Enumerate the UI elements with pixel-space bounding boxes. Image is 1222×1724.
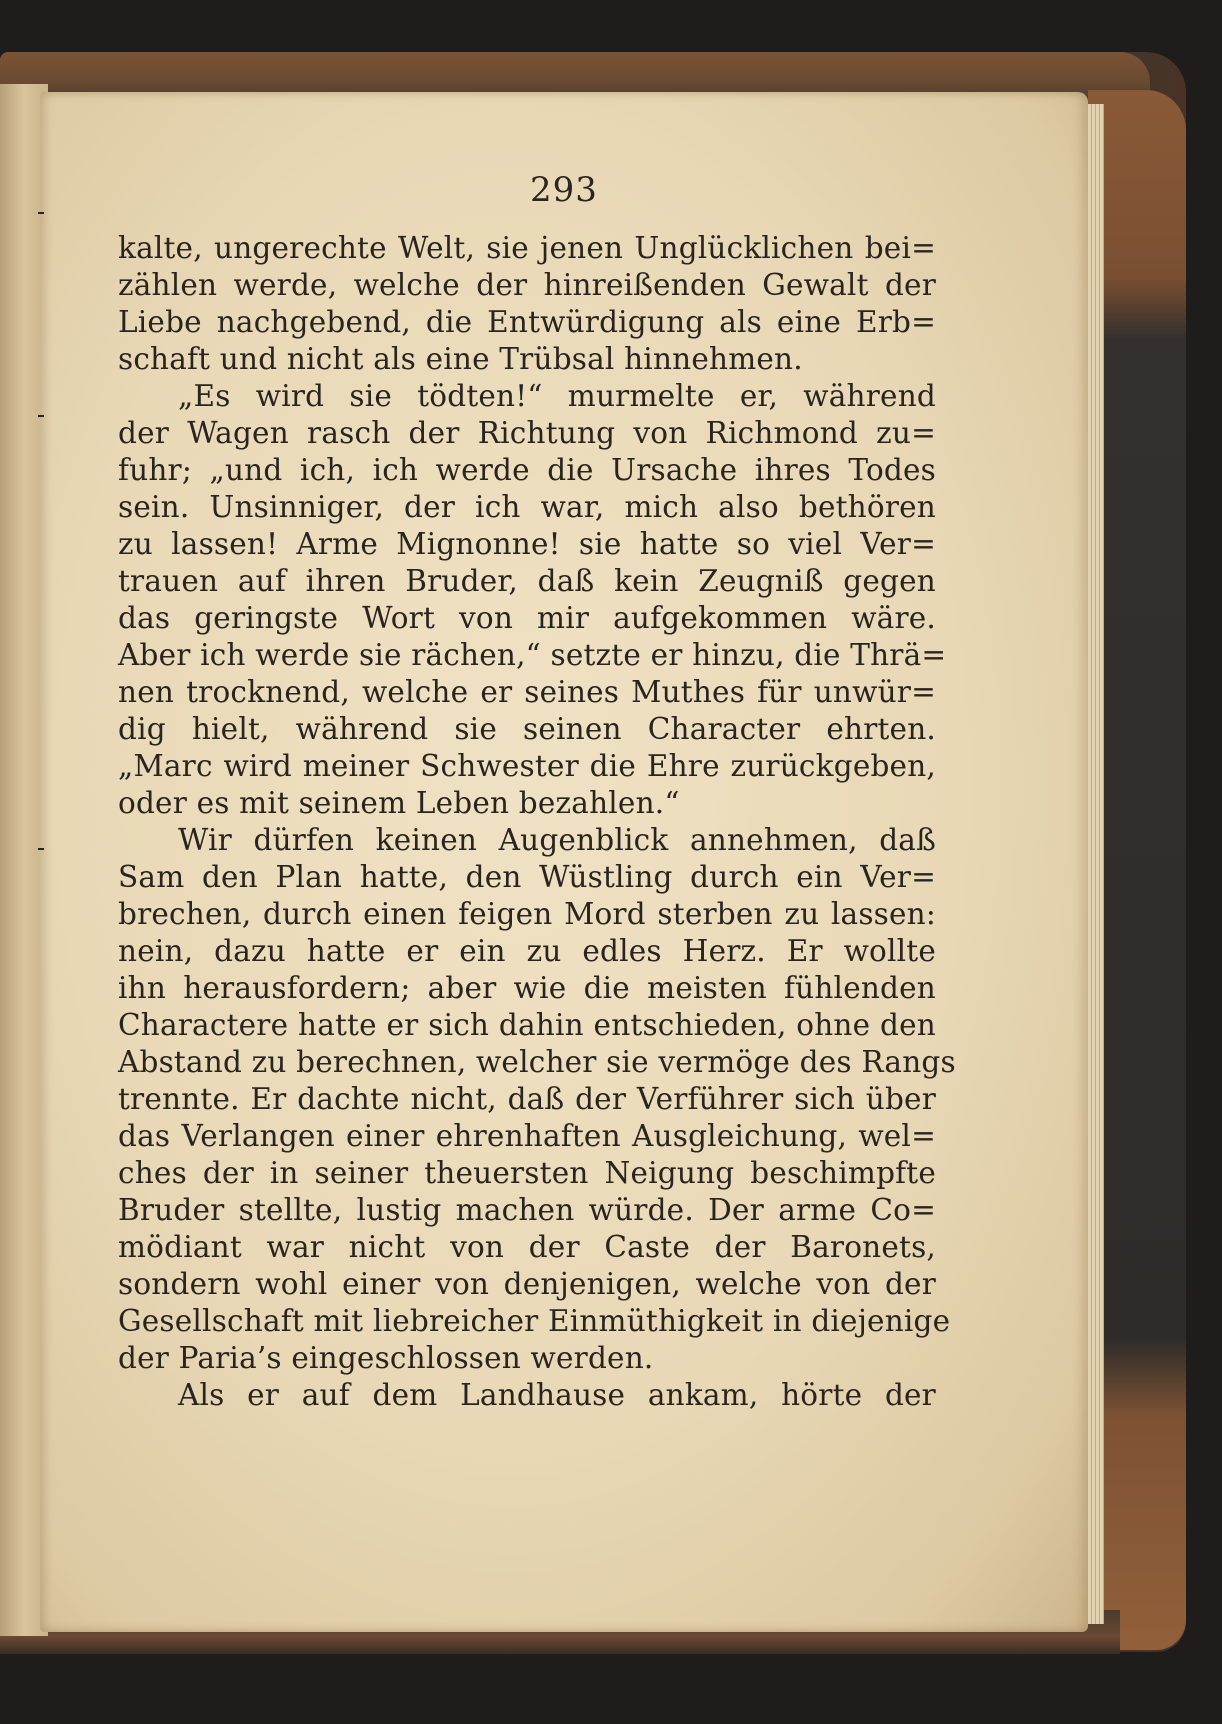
text-line: oder es mit seinem Leben bezahlen.“ bbox=[118, 786, 680, 820]
book-page bbox=[40, 92, 1088, 1632]
text-line: Liebe nachgebend, die Entwürdigung als eine Erb= bbox=[118, 305, 936, 339]
text-line: sein. Unsinniger, der ich war, mich also bethören bbox=[118, 490, 936, 524]
text-line: zählen werde, welche der hinreißenden Gewalt der bbox=[118, 268, 936, 302]
text-line: zu lassen! Arme Mignonne! sie hatte so viel Ver= bbox=[118, 527, 936, 561]
text-line: ches der in seiner theuersten Neigung beschimpfte bbox=[118, 1156, 936, 1190]
text-line: der Paria’s eingeschlossen werden. bbox=[118, 1341, 654, 1375]
text-line: kalte, ungerechte Welt, sie jenen Unglücklichen bei= bbox=[118, 231, 936, 265]
text-line: Bruder stellte, lustig machen würde. Der arme Co= bbox=[118, 1193, 936, 1227]
margin-tick bbox=[38, 848, 44, 850]
text-line: Sam den Plan hatte, den Wüstling durch ein Ver= bbox=[118, 860, 936, 894]
text-line: trennte. Er dachte nicht, daß der Verführer sich über bbox=[118, 1082, 936, 1116]
text-line: mödiant war nicht von der Caste der Baronets, bbox=[118, 1230, 936, 1264]
page-text bbox=[118, 230, 956, 1414]
text-line: trauen auf ihren Bruder, daß kein Zeugniß gegen bbox=[118, 564, 936, 598]
text-line: brechen, durch einen feigen Mord sterben zu lassen: bbox=[118, 897, 936, 931]
text-line: Gesellschaft mit liebreicher Einmüthigkeit in diejenige bbox=[118, 1304, 951, 1338]
text-line: Als er auf dem Landhause ankam, hörte der bbox=[178, 1378, 936, 1412]
margin-tick bbox=[38, 212, 44, 214]
text-line: das geringste Wort von mir aufgekommen wäre. bbox=[118, 601, 936, 635]
text-line: das Verlangen einer ehrenhaften Ausgleichung, wel= bbox=[118, 1119, 936, 1153]
text-line: „Es wird sie tödten!“ murmelte er, während bbox=[178, 379, 936, 413]
text-line: dig hielt, während sie seinen Character ehrten. bbox=[118, 712, 936, 746]
text-line: „Marc wird meiner Schwester die Ehre zurückgeben, bbox=[118, 749, 936, 783]
text-line: nein, dazu hatte er ein zu edles Herz. Er wollte bbox=[118, 934, 936, 968]
text-line: der Wagen rasch der Richtung von Richmond zu= bbox=[118, 416, 936, 450]
text-line: Abstand zu berechnen, welcher sie vermöge des Rangs bbox=[118, 1045, 956, 1079]
text-line: schaft und nicht als eine Trübsal hinnehmen. bbox=[118, 342, 803, 376]
page-number: 293 bbox=[530, 170, 598, 210]
text-line: sondern wohl einer von denjenigen, welche von der bbox=[118, 1267, 936, 1301]
text-line: fuhr; „und ich, ich werde die Ursache ihres Todes bbox=[118, 453, 936, 487]
text-line: ihn herausfordern; aber wie die meisten fühlenden bbox=[118, 971, 936, 1005]
text-line: Charactere hatte er sich dahin entschieden, ohne den bbox=[118, 1008, 936, 1042]
text-line: Aber ich werde sie rächen,“ setzte er hinzu, die Thrä= bbox=[118, 638, 947, 672]
margin-tick bbox=[38, 415, 44, 417]
text-line: Wir dürfen keinen Augenblick annehmen, daß bbox=[178, 823, 936, 857]
text-line: nen trocknend, welche er seines Muthes für unwür= bbox=[118, 675, 936, 709]
